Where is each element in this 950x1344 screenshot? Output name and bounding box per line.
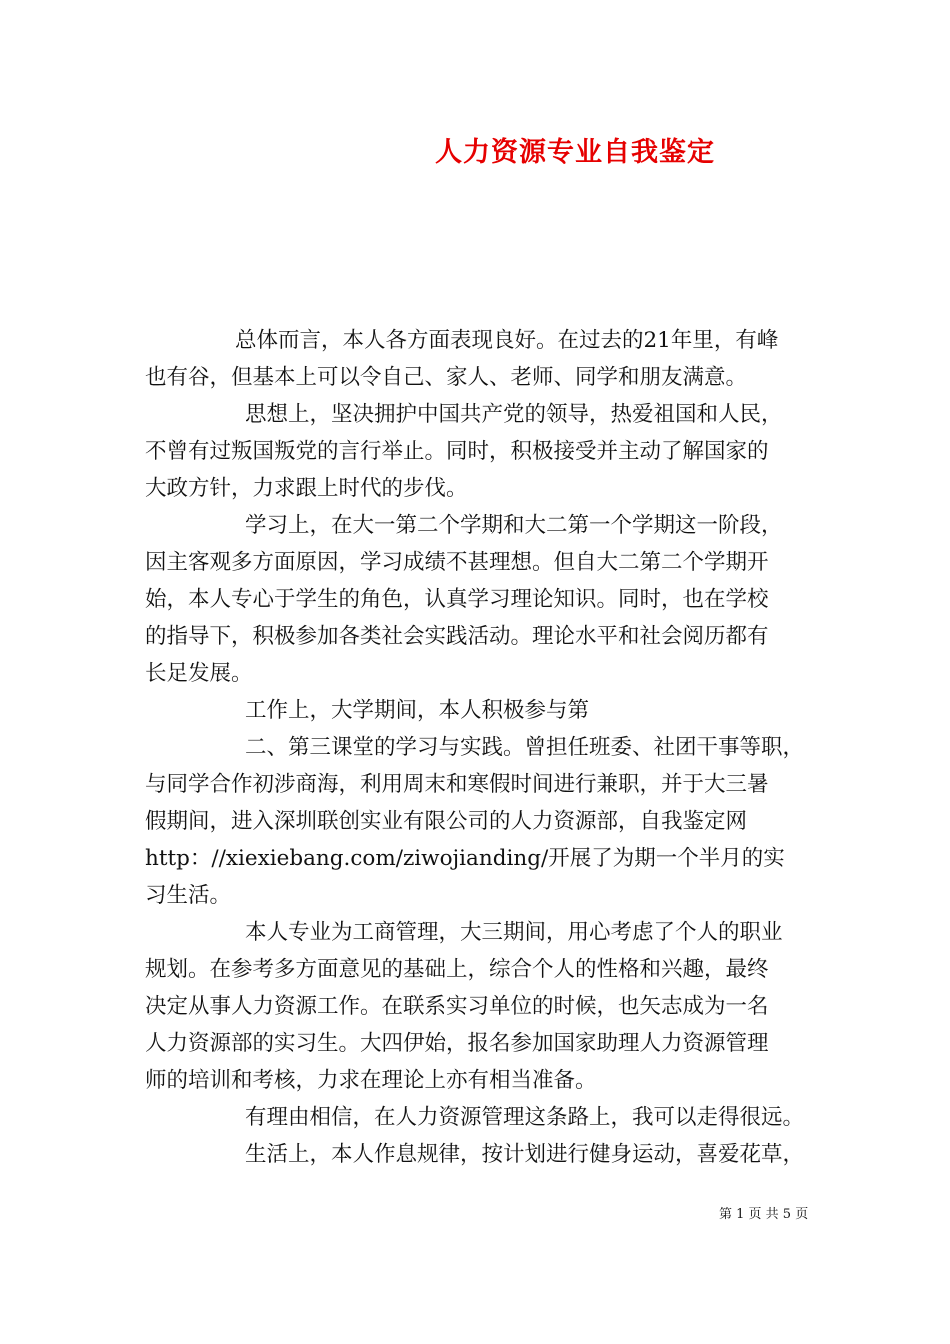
body-line: 不曾有过叛国叛党的言行举止。同时，积极接受并主动了解国家的 (145, 439, 769, 464)
body-line: 师的培训和考核，力求在理论上亦有相当准备。 (145, 1068, 597, 1093)
body-line: 生活上，本人作息规律，按计划进行健身运动，喜爱花草， (245, 1142, 805, 1167)
body-line: 假期间，进入深圳联创实业有限公司的人力资源部，自我鉴定网 (145, 809, 748, 834)
body-line: 二、第三课堂的学习与实践。曾担任班委、社团干事等职， (245, 735, 805, 760)
body-line: 思想上，坚决拥护中国共产党的领导，热爱祖国和人民， (245, 402, 783, 427)
body-line: 决定从事人力资源工作。在联系实习单位的时候，也矢志成为一名 (145, 994, 769, 1019)
body-line: 长足发展。 (145, 661, 253, 686)
document-body (145, 322, 815, 1173)
body-line: 总体而言，本人各方面表现良好。在过去的21年里，有峰 (235, 328, 779, 353)
body-line: 学习上，在大一第二个学期和大二第一个学期这一阶段， (245, 513, 783, 538)
body-line: 工作上，大学期间，本人积极参与第 (245, 698, 590, 723)
body-line: 习生活。 (145, 883, 232, 908)
document-title: 人力资源专业自我鉴定 (435, 137, 715, 168)
body-line: 有理由相信，在人力资源管理这条路上，我可以走得很远。 (245, 1105, 805, 1130)
body-line: 也有谷，但基本上可以令自己、家人、老师、同学和朋友满意。 (145, 365, 748, 390)
body-line: 的指导下，积极参加各类社会实践活动。理论水平和社会阅历都有 (145, 624, 769, 649)
body-line: 本人专业为工商管理，大三期间，用心考虑了个人的职业 (245, 920, 783, 945)
body-line: 大政方针，力求跟上时代的步伐。 (145, 476, 468, 501)
body-line: 人力资源部的实习生。大四伊始，报名参加国家助理人力资源管理 (145, 1031, 769, 1056)
body-line: 与同学合作初涉商海，利用周末和寒假时间进行兼职，并于大三暑 (145, 772, 769, 797)
body-line: 规划。在参考多方面意见的基础上，综合个人的性格和兴趣，最终 (145, 957, 769, 982)
body-line: 因主客观多方面原因，学习成绩不甚理想。但自大二第二个学期开 (145, 550, 769, 575)
body-line: http：//xiexiebang.com/ziwojianding/开展了为期一个半月的实 (145, 846, 785, 871)
page-footer: 第 1 页 共 5 页 (719, 1207, 809, 1222)
body-line: 始，本人专心于学生的角色，认真学习理论知识。同时，也在学校 (145, 587, 769, 612)
